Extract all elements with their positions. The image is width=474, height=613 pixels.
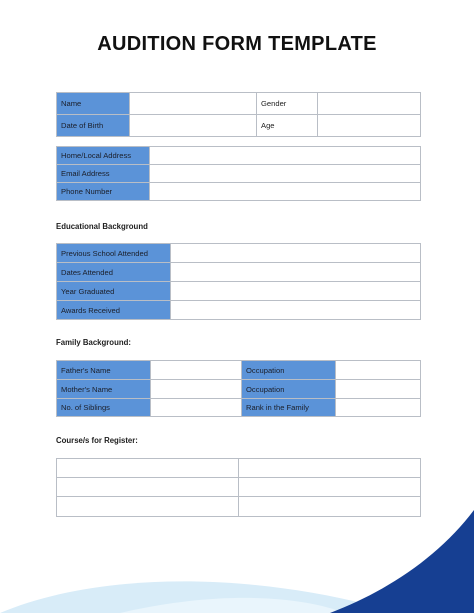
previous-school-label: Previous School Attended xyxy=(57,244,171,263)
mother-occupation-label: Occupation xyxy=(242,380,336,399)
family-background-heading: Family Background: xyxy=(56,338,131,347)
page-title: AUDITION FORM TEMPLATE xyxy=(97,33,377,55)
age-label: Age xyxy=(257,115,318,137)
mother-name-label: Mother's Name xyxy=(57,380,151,399)
awards-received-label: Awards Received xyxy=(57,301,171,320)
date-of-birth-label: Date of Birth xyxy=(57,115,130,137)
rank-in-family-label: Rank in the Family xyxy=(242,399,336,417)
father-name-label: Father's Name xyxy=(57,361,151,380)
email-address-label: Email Address xyxy=(57,165,150,183)
home-address-label: Home/Local Address xyxy=(57,147,150,165)
phone-number-label: Phone Number xyxy=(57,183,150,201)
educational-background-heading: Educational Background xyxy=(56,222,148,231)
dark-wave-shape xyxy=(330,510,474,613)
dates-attended-label: Dates Attended xyxy=(57,263,171,282)
courses-heading: Course/s for Register: xyxy=(56,436,138,445)
gender-label: Gender xyxy=(257,93,318,115)
no-of-siblings-label: No. of Siblings xyxy=(57,399,151,417)
father-occupation-label: Occupation xyxy=(242,361,336,380)
name-label: Name xyxy=(57,93,130,115)
year-graduated-label: Year Graduated xyxy=(57,282,171,301)
